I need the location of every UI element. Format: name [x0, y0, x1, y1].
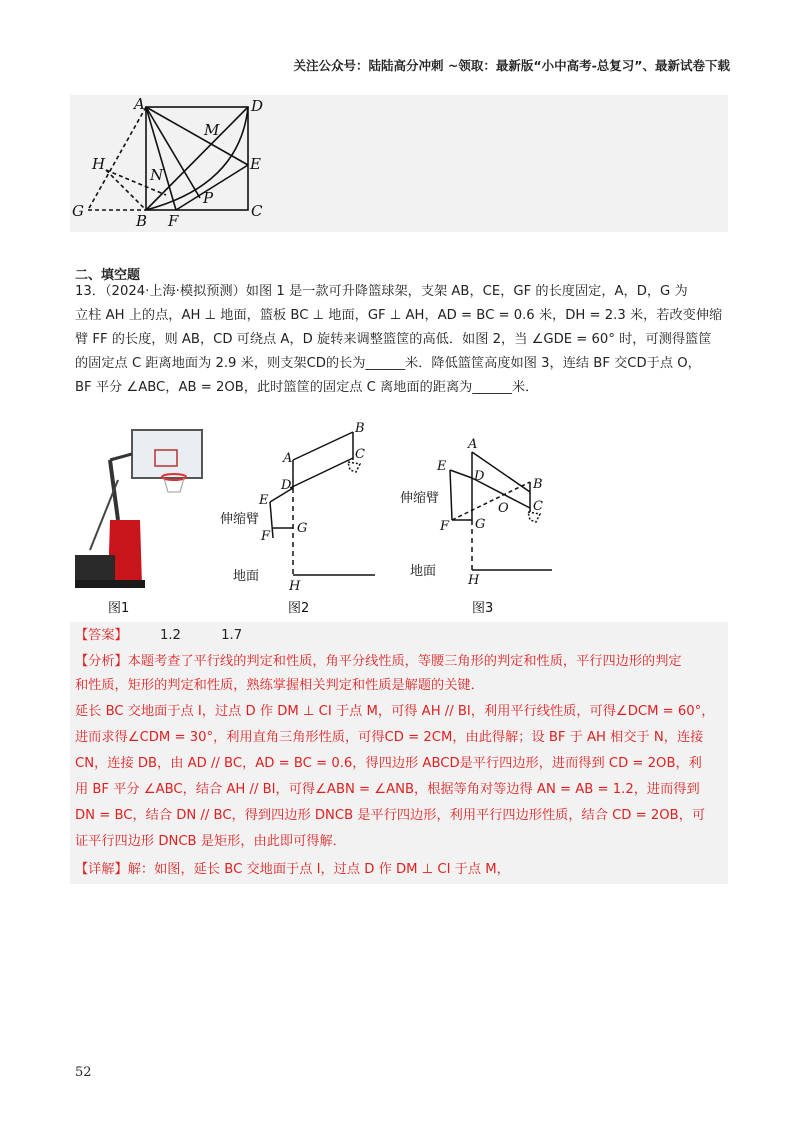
problem-line-5: BF 平分 ∠ABC，AB = 2OB，此时篮筐的固定点 C 离地面的距离为______米． — [75, 380, 539, 395]
fig2-label-g: G — [297, 521, 308, 536]
problem-line-2: 立柱 AH 上的点，AH ⊥ 地面，篮板 BC ⊥ 地面，GF ⊥ AH，AD = BC = 0.6 米，DH = 2.3 米，若改变伸缩 — [75, 308, 723, 323]
problem-line-1: 13．（2024·上海·模拟预测）如图 1 是一款可升降篮球架，支架 AB，CE，GF 的长度固定，A，D，G 为 — [75, 284, 688, 299]
detail-label: 【详解】 — [75, 862, 128, 877]
label-n: N — [150, 166, 164, 184]
fig3-arm-label: 伸缩臂 — [400, 491, 440, 506]
answer-line — [75, 624, 242, 648]
fig2-label-b: B — [355, 421, 365, 436]
detail-text: 解：如图，延长 BC 交地面于点 I，过点 D 作 DM ⊥ CI 于点 M， — [127, 862, 510, 877]
fig2-ground-label: 地面 — [233, 569, 260, 584]
fig3-label-a: A — [468, 437, 478, 452]
analysis-line-5: CN，连接 DB，由 AD // BC，AD = BC = 0.6，得四边形 ABCD是平行四边形，进而得到 CD = 2OB，利 — [75, 756, 702, 771]
page-header: 关注公众号：陆陆高分冲刺 ~领取：最新版“小中高考-总复习”、最新试卷下载 — [293, 58, 730, 73]
fig3-label-g: G — [475, 517, 486, 532]
fig2-ef — [270, 502, 273, 538]
label-b: B — [136, 212, 148, 230]
analysis-line-7: DN = BC，结合 DN // BC，得到四边形 DNCB 是平行四边形，利用平行四边形性质，结合 CD = 2OB，可 — [75, 808, 706, 823]
fig3-label-h: H — [468, 573, 480, 588]
label-g: G — [72, 202, 84, 220]
fig2-label-c: C — [355, 447, 365, 462]
fig2-dc — [290, 458, 353, 488]
fig3-label-b: B — [533, 477, 543, 492]
label-m: M — [204, 121, 220, 139]
fig2-label-f: F — [261, 529, 271, 544]
fig2-caption: 图2 — [288, 601, 310, 616]
analysis-line-4: 进而求得∠CDM = 30°，利用直角三角形性质，可得CD = 2CM，由此得解；设 BF 于 AH 相交于 N，连接 — [75, 730, 704, 745]
label-a: A — [134, 95, 145, 113]
fig2-ab — [293, 432, 353, 460]
fig3-de — [450, 470, 472, 478]
figures-svg — [70, 420, 730, 620]
figures-row — [70, 420, 730, 620]
analysis-line-3: 延长 BC 交地面于点 I，过点 D 作 DM ⊥ CI 于点 M，可得 AH // BI，利用平行线性质，可得∠DCM = 60°， — [75, 704, 715, 719]
label-h: H — [92, 155, 106, 173]
label-e: E — [250, 155, 261, 173]
fig2-label-a: A — [283, 451, 293, 466]
line-ap — [146, 107, 200, 198]
basketball-stand-illustration — [75, 430, 202, 588]
label-c: C — [251, 202, 263, 220]
detail-line — [75, 858, 510, 882]
fig3-caption: 图3 — [472, 601, 494, 616]
fig3-label-d: D — [474, 469, 485, 484]
fig3-ground-label: 地面 — [410, 564, 437, 579]
square-geometry-figure — [70, 95, 728, 232]
fig2-arm-label: 伸缩臂 — [220, 512, 260, 527]
fig3-label-c: C — [533, 499, 543, 514]
label-d: D — [251, 97, 264, 115]
page-number: 52 — [75, 1065, 92, 1080]
fig2-label-h: H — [289, 579, 301, 594]
analysis-line-6: 用 BF 平分 ∠ABC，结合 AH // BI，可得∠ABN = ∠ANB，根据等角对等边得 AN = AB = 1.2，进而得到 — [75, 782, 700, 797]
fig1-caption: 图1 — [108, 601, 130, 616]
fig2-label-d: D — [281, 478, 292, 493]
problem-line-4: 的固定点 C 距离地面为 2.9 米，则支架CD的长为______米．降低篮筐高度如图 3，连结 BF 交CD于点 O， — [75, 356, 701, 371]
line-ae — [146, 107, 248, 165]
fig2-hoop — [348, 462, 360, 472]
fig3-label-f: F — [440, 519, 450, 534]
answer-label: 【答案】 — [75, 628, 128, 643]
answer-value-2: 1.7 — [221, 628, 243, 643]
analysis-line-2: 和性质，矩形的判定和性质，熟练掌握相关判定和性质是解题的关键． — [75, 678, 484, 693]
dashed-hb — [106, 170, 146, 210]
section-title: 二、填空题 — [75, 268, 141, 283]
analysis-line-1: 【分析】本题考查了平行线的判定和性质，角平分线性质，等腰三角形的判定和性质，平行四边形的判定 — [75, 654, 682, 669]
label-f: F — [168, 212, 179, 230]
problem-text — [75, 280, 730, 400]
fig2-label-e: E — [259, 493, 269, 508]
fig3-label-e: E — [437, 459, 447, 474]
answer-value-1: 1.2 — [159, 628, 181, 643]
label-p: P — [203, 189, 214, 207]
analysis-line-8: 证平行四边形 DNCB 是矩形，由此即可得解． — [75, 834, 346, 849]
geometry-figure-box — [70, 95, 728, 232]
fig3-label-o: O — [498, 501, 509, 516]
fig3-ef — [450, 470, 452, 520]
problem-line-3: 臂 FF 的长度，则 AB，CD 可绕点 A，D 旋转来调整篮筐的高低．如图 2，当 ∠GDE = 60° 时，可测得篮筐 — [75, 332, 712, 347]
answer-box — [70, 622, 728, 884]
